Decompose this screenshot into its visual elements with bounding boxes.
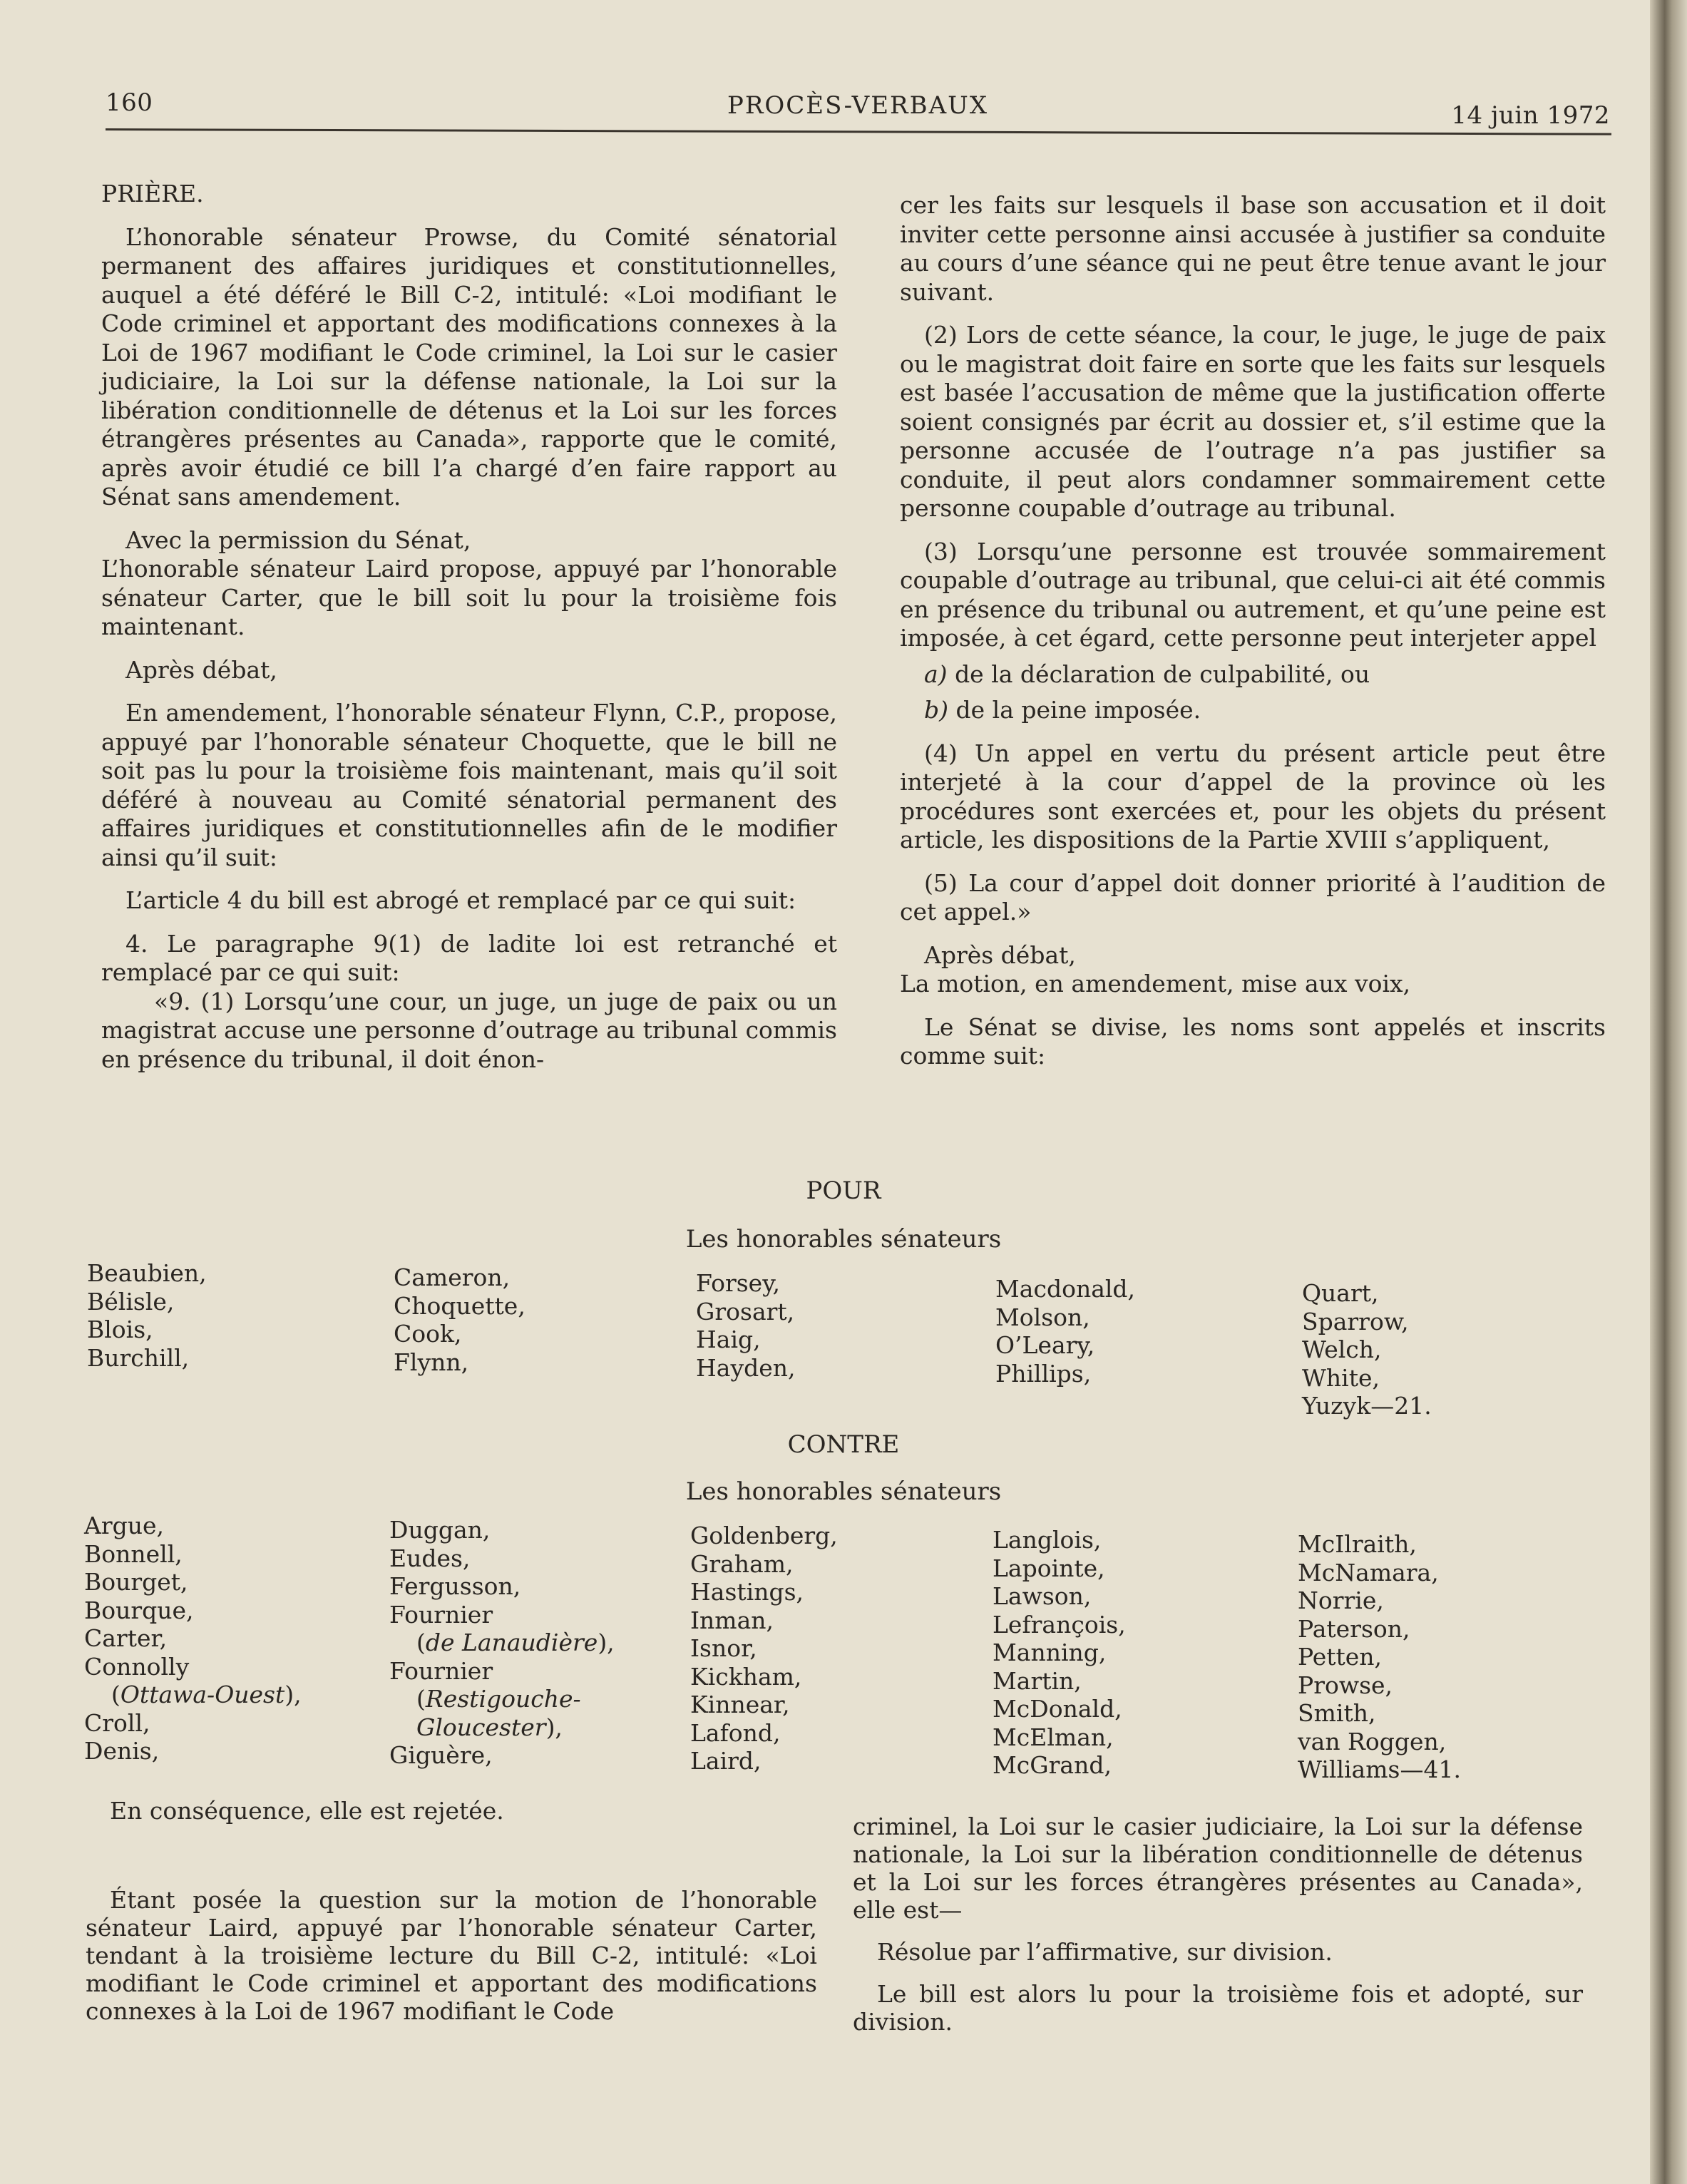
senator-name: McElman, (993, 1723, 1114, 1751)
item-b (900, 696, 1606, 725)
pour-column-4 (995, 1275, 1135, 1388)
senator-riding: (de Lanaudière), (416, 1629, 615, 1656)
senator-name: Flynn, (394, 1348, 469, 1376)
senator-name: Blois, (87, 1316, 153, 1343)
senator-name: Cook, (394, 1320, 462, 1348)
senator-name: Sparrow, (1302, 1307, 1409, 1335)
contre-column-1 (84, 1512, 302, 1765)
debate-paragraph: Après débat, (125, 655, 277, 684)
item-a-text: de la déclaration de culpabilité, ou (955, 660, 1370, 688)
senator-name: Manning, (993, 1639, 1107, 1666)
senator-name: Williams—41. (1298, 1755, 1461, 1783)
senator-name: McDonald, (993, 1695, 1122, 1723)
continuation-paragraph: cer les faits sur lesquels il base son accusation et il doit inviter cette personne ainsi accusée à justifier sa conduite au cours d’une séance qui ne peut être tenue avant le jour suivant. (900, 191, 1606, 306)
senator-name: Langlois, (993, 1526, 1102, 1554)
senator-name: Bourget, (84, 1568, 188, 1596)
senator-name: Lapointe, (993, 1554, 1105, 1582)
senator-name: Giguère, (389, 1741, 493, 1769)
senator-name: McNamara, (1298, 1558, 1439, 1586)
senator-name: Forsey, (696, 1269, 780, 1297)
senator-name: Isnor, (690, 1634, 757, 1662)
senator-name: Petten, (1298, 1643, 1383, 1671)
senator-riding: (Ottawa-Ouest), (111, 1681, 302, 1708)
item-a-letter: a) (924, 660, 948, 688)
senator-name: Duggan, (389, 1516, 491, 1544)
senator-name: Cameron, (394, 1263, 511, 1291)
senator-name: Bélisle, (87, 1287, 175, 1316)
adopted-paragraph: Le bill est alors lu pour la troisième fois et adopté, sur division. (853, 1980, 1583, 2036)
question-paragraph: Étant posée la question sur la motion de l’honorable sénateur Laird, appuyé par l’honorable sénateur Carter, tendant à la troisième lecture du Bill C-2, intitulé: «Loi modifiant le Code criminel et apportant des modifications connexes à la Loi de 1967 modifiant le Code (86, 1886, 817, 2025)
senator-name: Lefrançois, (993, 1610, 1126, 1639)
bill-title-continuation: criminel, la Loi sur le casier judiciaire, la Loi sur la défense nationale, la Loi sur la libération conditionnelle de détenus et la Loi sur les forces étrangères présentes au Canada», elle est— (853, 1813, 1583, 1924)
senator-name: Welch, (1302, 1335, 1382, 1363)
contre-heading: CONTRE (787, 1430, 900, 1459)
contre-column-4 (993, 1526, 1126, 1780)
article-paragraph: L’article 4 du bill est abrogé et remplacé par ce qui suit: (125, 886, 796, 914)
contre-column-3 (690, 1522, 838, 1775)
bottom-left-column (86, 1797, 817, 2039)
senator-name: Quart, (1302, 1279, 1379, 1307)
senator-name: Argue, (84, 1512, 165, 1539)
senator-name: White, (1302, 1363, 1380, 1392)
prayer-heading: PRIÈRE. (101, 180, 204, 207)
senator-name: Bonnell, (84, 1539, 183, 1568)
senator-name: Fournier (389, 1600, 493, 1629)
senator-name: Smith, (1298, 1699, 1376, 1727)
senator-name: Paterson, (1298, 1614, 1410, 1643)
senator-riding: Gloucester), (416, 1713, 563, 1741)
senator-name: Connolly (84, 1652, 190, 1681)
senator-name: van Roggen, (1298, 1727, 1447, 1755)
senator-name: Denis, (84, 1737, 160, 1765)
clause-3-paragraph: (3) Lorsqu’une personne est trouvée sommairement coupable d’outrage au tribunal, que celui-ci ait été commis en présence du tribunal ou autrement, et qu’une peine est imposée, à cet égard, cette personne peut interjeter appel (900, 537, 1606, 652)
division-paragraph: Le Sénat se divise, les noms sont appelés et inscrits comme suit: (900, 1012, 1606, 1070)
pour-column-1 (87, 1259, 207, 1372)
amendment-paragraph: En amendement, l’honorable sénateur Flynn, C.P., propose, appuyé par l’honorable sénateur Choquette, que le bill ne soit pas lu pour la troisième fois maintenant, mais qu’il soit déféré à nouveau au Comité sénatorial permanent des affaires juridiques et constitutionnelles afin de le modifier ainsi qu’il suit: (101, 699, 837, 871)
page-number: 160 (106, 88, 153, 117)
pour-column-5 (1302, 1279, 1432, 1420)
senator-name: McIlraith, (1298, 1530, 1417, 1558)
senator-name: Norrie, (1298, 1586, 1384, 1614)
clause-4-paragraph: (4) Un appel en vertu du présent article peut être interjeté à la cour d’appel de la province où les procédures sont exercées et, pour les objets du présent article, les dispositions de la Partie XVIII s’appliquent, (900, 739, 1606, 853)
senator-name: Molson, (995, 1303, 1090, 1331)
page-title: PROCÈS-VERBAUX (727, 91, 989, 120)
contre-column-5 (1298, 1530, 1461, 1784)
senator-name: Martin, (993, 1666, 1082, 1695)
senator-name: Graham, (690, 1549, 794, 1578)
senator-name: O’Leary, (995, 1331, 1095, 1359)
senator-name: Hayden, (696, 1353, 796, 1382)
senator-riding: (Restigouche- (416, 1685, 581, 1713)
clause-5-paragraph: (5) La cour d’appel doit donner priorité à l’audition de cet appel.» (900, 868, 1606, 926)
contre-subheading: Les honorables sénateurs (685, 1477, 1002, 1506)
senator-name: Yuzyk—21. (1302, 1392, 1432, 1420)
senator-name: Grosart, (696, 1297, 795, 1326)
senator-name: Fournier (389, 1656, 493, 1685)
report-paragraph: L’honorable sénateur Prowse, du Comité sénatorial permanent des affaires juridiques et constitutionnelles, auquel a été déféré le Bill C-2, intitulé: «Loi modifiant le Code criminel et apportant des modifications connexes à la Loi de 1967 modifiant le Code criminel, la Loi sur le casier judiciaire, la Loi sur la défense nationale, la Loi sur la libération conditionnelle de détenus et la Loi sur les forces étrangères présentes au Canada», rapporte que le comité, après avoir étudié ce bill l’a chargé d’en faire rapport au Sénat sans amendement. (101, 222, 837, 511)
senator-name: Goldenberg, (690, 1522, 838, 1549)
senator-name: Kickham, (690, 1662, 802, 1691)
senator-name: Eudes, (389, 1544, 471, 1572)
debate-paragraph-2: Après débat, (924, 940, 1076, 969)
senator-name: Haig, (696, 1326, 761, 1353)
senator-name: Lawson, (993, 1582, 1092, 1610)
clause-9-paragraph: «9. (1) Lorsqu’une cour, un juge, un juge de paix ou un magistrat accuse une personne d’outrage au tribunal commis en présence du tribunal, il doit énon- (101, 987, 837, 1073)
vote-motion-paragraph: La motion, en amendement, mise aux voix, (900, 970, 1411, 998)
senator-name: Kinnear, (690, 1691, 790, 1718)
item-b-letter: b) (924, 696, 948, 724)
header-rule (106, 128, 1611, 135)
senator-name: Macdonald, (995, 1275, 1136, 1303)
senator-name: Burchill, (87, 1343, 190, 1372)
leave-paragraph: Avec la permission du Sénat, (125, 526, 471, 554)
senator-name: Lafond, (690, 1718, 781, 1747)
senator-name: Bourque, (84, 1596, 194, 1624)
rejected-paragraph: En conséquence, elle est rejetée. (110, 1797, 504, 1825)
senator-name: Hastings, (690, 1578, 804, 1606)
senator-name: Beaubien, (87, 1259, 207, 1287)
pour-heading: POUR (806, 1176, 881, 1205)
senator-name: Fergusson, (389, 1572, 521, 1600)
riding-name: Ottawa-Ouest (120, 1681, 285, 1708)
senator-name: Prowse, (1298, 1671, 1393, 1699)
senator-name: Phillips, (995, 1359, 1092, 1388)
right-column (900, 191, 1606, 1085)
senator-name: Croll, (84, 1708, 150, 1737)
riding-name: Restigouche- (425, 1685, 581, 1713)
senator-name: McGrand, (993, 1751, 1112, 1779)
subsection-paragraph: 4. Le paragraphe 9(1) de ladite loi est retranché et remplacé par ce qui suit: (101, 929, 837, 986)
page-header (106, 84, 1610, 130)
pour-subheading: Les honorables sénateurs (685, 1225, 1002, 1254)
clause-2-paragraph: (2) Lors de cette séance, la cour, le juge, le juge de paix ou le magistrat doit faire en sorte que les faits sur lesquels est basée l’accusation de même que la justification offerte soient consignés par écrit au dossier et, s’il estime que la personne accusée de l’outrage n’a pas justifier sa conduite, il peut alors condamner sommairement cette personne coupable d’outrage au tribunal. (900, 321, 1606, 522)
resolved-paragraph: Résolue par l’affirmative, sur division. (877, 1938, 1333, 1966)
senator-name: Inman, (690, 1606, 774, 1634)
riding-name: Gloucester (416, 1713, 546, 1741)
left-column (101, 180, 837, 1088)
senator-name: Choquette, (394, 1291, 525, 1320)
contre-column-2 (389, 1516, 615, 1770)
page-binding-edge (1650, 0, 1687, 2184)
bottom-right-column (853, 1813, 1583, 2050)
motion-paragraph: L’honorable sénateur Laird propose, appuyé par l’honorable sénateur Carter, que le bill soit lu pour la troisième fois maintenant. (101, 555, 837, 640)
pour-column-3 (696, 1269, 796, 1382)
riding-name: de Lanaudière (425, 1629, 598, 1656)
pour-column-2 (394, 1263, 525, 1376)
item-b-text: de la peine imposée. (955, 696, 1201, 724)
page-date: 14 juin 1972 (1451, 101, 1610, 130)
senator-name: Carter, (84, 1624, 168, 1652)
item-a (900, 660, 1606, 689)
senator-name: Laird, (690, 1747, 762, 1775)
